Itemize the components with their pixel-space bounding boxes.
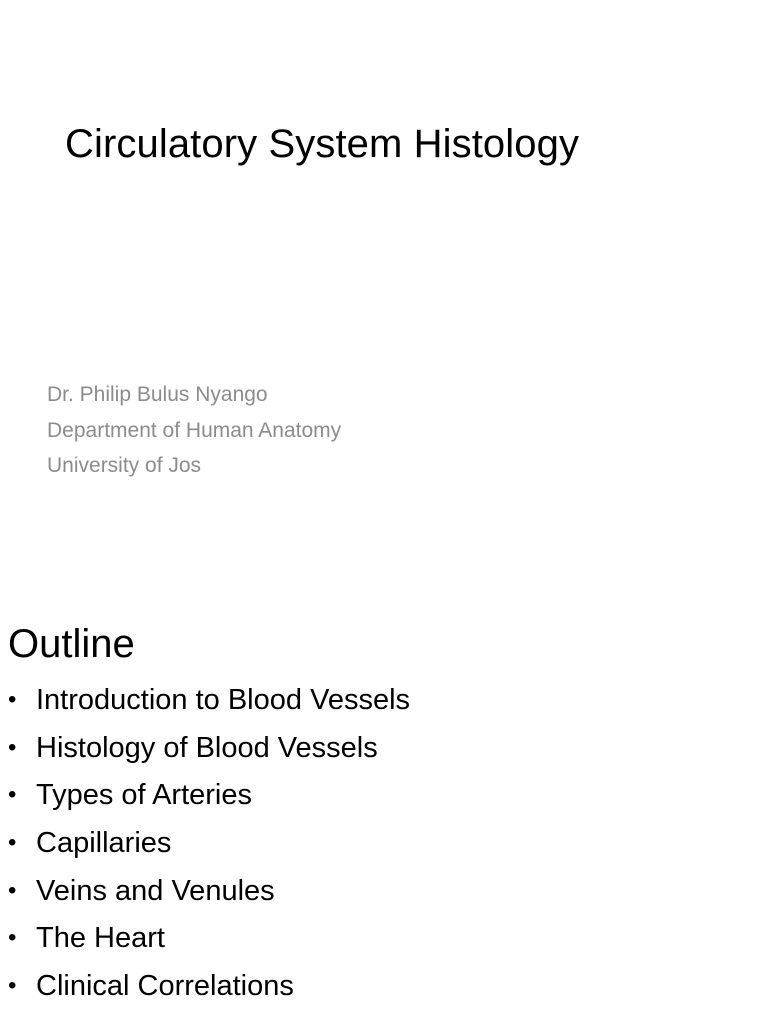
list-item-label: Veins and Venules [36, 874, 275, 907]
outline-list [8, 680, 410, 1014]
bullet-icon: • [8, 876, 17, 904]
list-item-label: Histology of Blood Vessels [36, 731, 378, 764]
presentation-title: Circulatory System Histology [65, 122, 580, 166]
list-item-label: Capillaries [36, 827, 172, 860]
bullet-icon: • [8, 781, 17, 809]
list-item [8, 918, 410, 966]
list-item-label: Clinical Correlations [36, 970, 294, 1003]
list-item-label: The Heart [36, 922, 165, 955]
list-item [8, 680, 410, 728]
author-institution: University of Jos [47, 454, 202, 477]
list-item-label: Introduction to Blood Vessels [36, 684, 411, 716]
bullet-icon: • [8, 829, 17, 857]
author-name: Dr. Philip Bulus Nyango [47, 383, 268, 406]
bullet-icon: • [8, 686, 17, 713]
bullet-icon: • [8, 733, 17, 761]
list-item [8, 966, 410, 1014]
bullet-icon: • [8, 972, 17, 1000]
outline-heading: Outline [8, 622, 135, 666]
list-item [8, 775, 410, 823]
author-info [47, 380, 341, 487]
list-item-label: Types of Arteries [36, 779, 252, 812]
list-item [8, 823, 410, 871]
author-department: Department of Human Anatomy [47, 418, 342, 442]
outline-slide [0, 600, 768, 1024]
list-item [8, 871, 410, 919]
bullet-icon: • [8, 924, 17, 952]
list-item [8, 728, 410, 776]
